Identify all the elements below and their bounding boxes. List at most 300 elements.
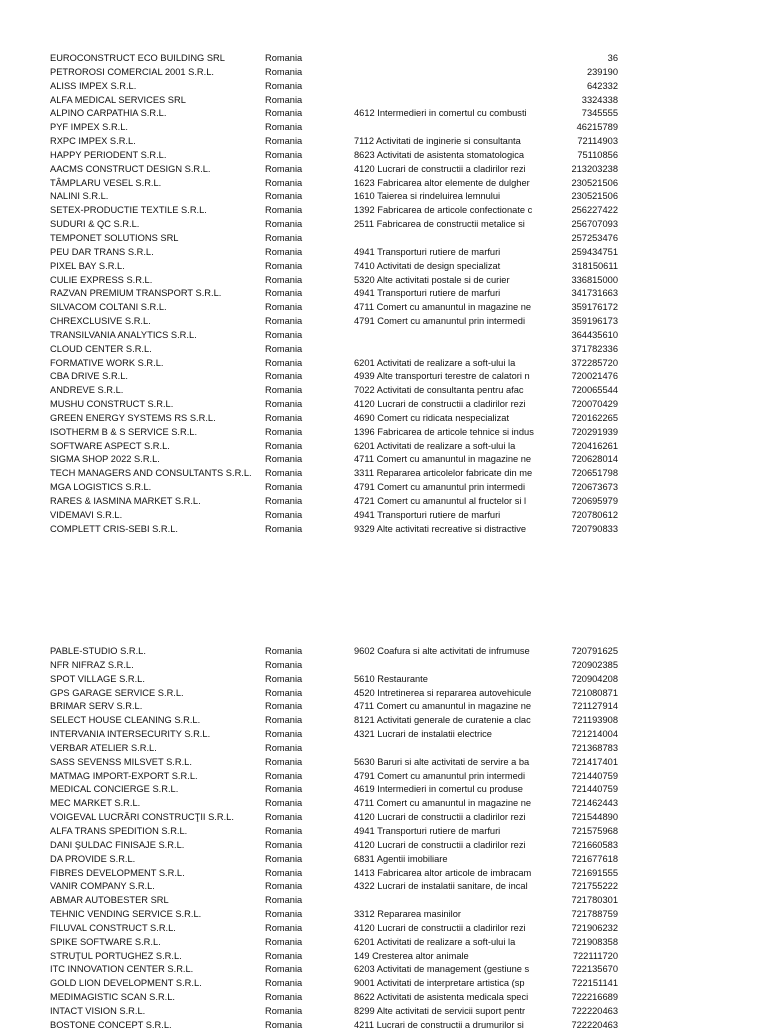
cui-cell: 720651798: [571, 468, 618, 479]
country-cell: Romania: [265, 922, 303, 933]
activity-cell: 4321 Lucrari de instalatii electrice: [354, 729, 492, 740]
company-name-cell: PYF IMPEX S.R.L.: [50, 122, 129, 133]
country-cell: Romania: [265, 936, 303, 947]
company-name-cell: DA PROVIDE S.R.L.: [50, 853, 136, 864]
activity-cell: 4939 Alte transporturi terestre de calatori n: [354, 371, 530, 382]
table-row: [0, 398, 768, 412]
company-name-cell: SELECT HOUSE CLEANING S.R.L.: [50, 715, 201, 726]
company-name-cell: FIBRES DEVELOPMENT S.R.L.: [50, 867, 185, 878]
company-name-cell: INTACT VISION S.R.L.: [50, 1005, 146, 1016]
cui-cell: 721788759: [571, 909, 618, 920]
table-row: [0, 315, 768, 329]
table-row: [0, 329, 768, 343]
company-name-cell: VIDEMAVI S.R.L.: [50, 509, 123, 520]
company-name-cell: COMPLETT CRIS-SEBI S.R.L.: [50, 523, 178, 534]
activity-cell: 4791 Comert cu amanuntul prin intermedi: [354, 316, 526, 327]
activity-cell: 3312 Repararea masinilor: [354, 909, 461, 920]
company-name-cell: CBA DRIVE S.R.L.: [50, 371, 129, 382]
company-name-cell: SIGMA SHOP 2022 S.R.L.: [50, 454, 160, 465]
table-row: [0, 894, 768, 908]
country-cell: Romania: [265, 274, 303, 285]
cui-cell: 720902385: [571, 659, 618, 670]
company-name-cell: CULIE EXPRESS S.R.L.: [50, 274, 153, 285]
country-cell: Romania: [265, 509, 303, 520]
company-name-cell: SPIKE SOFTWARE S.R.L.: [50, 936, 161, 947]
table-row: [0, 977, 768, 991]
cui-cell: 722220463: [571, 1019, 618, 1030]
activity-cell: 4721 Comert cu amanuntul al fructelor si l: [354, 496, 527, 506]
activity-cell: 4120 Lucrari de constructii a cladirilor rezi: [354, 922, 526, 933]
activity-cell: 9329 Alte activitati recreative si distractive: [354, 523, 527, 534]
activity-cell: 6201 Activitati de realizare a soft-ului la: [354, 440, 516, 451]
company-name-cell: ISOTHERM B & S SERVICE S.R.L.: [50, 426, 198, 437]
activity-cell: 4791 Comert cu amanuntul prin intermedi: [354, 482, 526, 493]
company-name-cell: ALFA MEDICAL SERVICES SRL: [50, 94, 186, 105]
activity-cell: 8299 Alte activitati de servicii suport pentr: [354, 1005, 526, 1016]
country-cell: Romania: [265, 468, 303, 479]
cui-cell: 213203238: [571, 163, 618, 174]
table-row: [0, 742, 768, 756]
activity-cell: 7410 Activitati de design specializat: [354, 260, 501, 271]
cui-cell: 721677618: [571, 853, 618, 864]
country-cell: Romania: [265, 770, 303, 781]
table-row: [0, 80, 768, 94]
country-cell: Romania: [265, 812, 303, 823]
table-row: [0, 673, 768, 687]
table-row: [0, 797, 768, 811]
table-row: [0, 177, 768, 191]
company-name-cell: TRANSILVANIA ANALYTICS S.R.L.: [50, 329, 197, 340]
cui-cell: 359176172: [571, 302, 618, 313]
country-cell: Romania: [265, 825, 303, 836]
country-cell: Romania: [265, 80, 303, 91]
company-name-cell: ALISS IMPEX S.R.L.: [50, 80, 137, 91]
activity-cell: 5610 Restaurante: [354, 673, 428, 684]
activity-cell: 6831 Agentii imobiliare: [354, 853, 448, 864]
cui-cell: 720628014: [571, 454, 618, 465]
company-name-cell: GPS GARAGE SERVICE S.R.L.: [50, 687, 184, 698]
activity-cell: 4120 Lucrari de constructii a cladirilor rezi: [354, 163, 526, 174]
table-row: [0, 357, 768, 371]
activity-cell: 4711 Comert cu amanuntul in magazine ne: [354, 798, 532, 809]
table-row: [0, 991, 768, 1005]
country-cell: Romania: [265, 53, 303, 63]
activity-cell: 6201 Activitati de realizare a soft-ului la: [354, 936, 516, 947]
company-name-cell: VERBAR ATELIER S.R.L.: [50, 742, 157, 753]
cui-cell: 721462443: [571, 798, 618, 809]
country-cell: Romania: [265, 482, 303, 493]
company-name-cell: PETROROSI COMERCIAL 2001 S.R.L.: [50, 66, 214, 77]
cui-cell: 720070429: [571, 399, 618, 410]
cui-cell: 721440759: [571, 770, 618, 781]
table-row: [0, 700, 768, 714]
cui-cell: 720904208: [571, 673, 618, 684]
country-cell: Romania: [265, 426, 303, 437]
activity-cell: 5630 Baruri si alte activitati de servire a ba: [354, 756, 530, 767]
cui-cell: 341731663: [571, 288, 618, 299]
country-cell: Romania: [265, 715, 303, 726]
activity-cell: 4711 Comert cu amanuntul in magazine ne: [354, 454, 532, 465]
company-name-cell: GOLD LION DEVELOPMENT S.R.L.: [50, 978, 202, 989]
table-row: [0, 922, 768, 936]
activity-cell: 4941 Transporturi rutiere de marfuri: [354, 288, 501, 299]
activity-cell: 4619 Intermedieri in comertul cu produse: [354, 784, 523, 795]
table-row: [0, 950, 768, 964]
company-name-cell: PEU DAR TRANS S.R.L.: [50, 246, 154, 257]
cui-cell: 230521506: [571, 177, 618, 188]
cui-cell: 720780612: [571, 509, 618, 520]
country-cell: Romania: [265, 108, 303, 119]
country-cell: Romania: [265, 371, 303, 382]
cui-cell: 256227422: [571, 205, 618, 216]
country-cell: Romania: [265, 950, 303, 961]
country-cell: Romania: [265, 784, 303, 795]
cui-cell: 720416261: [571, 440, 618, 451]
cui-cell: 722151141: [572, 978, 618, 989]
table-row: [0, 218, 768, 232]
table-row: [0, 163, 768, 177]
cui-cell: 257253476: [571, 232, 618, 243]
country-cell: Romania: [265, 66, 303, 77]
company-name-cell: MUSHU CONSTRUCT S.R.L.: [50, 399, 174, 410]
country-cell: Romania: [265, 909, 303, 920]
table-row: [0, 52, 768, 66]
company-name-cell: MEC MARKET S.R.L.: [50, 798, 141, 809]
table-row: [0, 811, 768, 825]
cui-cell: 642332: [586, 80, 618, 91]
cui-cell: 7345555: [581, 108, 618, 119]
table-row: [0, 204, 768, 218]
cui-cell: 721080871: [571, 687, 618, 698]
cui-cell: 722111720: [572, 950, 618, 961]
company-table-block-2: [0, 645, 768, 1033]
company-name-cell: TEHNIC VENDING SERVICE S.R.L.: [50, 909, 202, 920]
company-name-cell: SOFTWARE ASPECT S.R.L.: [50, 440, 170, 451]
table-row: [0, 936, 768, 950]
activity-cell: 4791 Comert cu amanuntul prin intermedi: [354, 770, 526, 781]
activity-cell: 4711 Comert cu amanuntul in magazine ne: [354, 701, 532, 712]
country-cell: Romania: [265, 895, 303, 906]
country-cell: Romania: [265, 673, 303, 684]
country-cell: Romania: [265, 496, 303, 506]
activity-cell: 8623 Activitati de asistenta stomatologica: [354, 149, 525, 160]
cui-cell: 720790833: [571, 523, 618, 534]
table-row: [0, 190, 768, 204]
cui-cell: 721440759: [571, 784, 618, 795]
company-name-cell: SPOT VILLAGE S.R.L.: [50, 673, 145, 684]
company-name-cell: RARES & IASMINA MARKET S.R.L.: [50, 496, 201, 506]
activity-cell: 1392 Fabricarea de articole confectionate c: [354, 205, 533, 216]
country-cell: Romania: [265, 219, 303, 230]
company-name-cell: NALINI S.R.L.: [50, 191, 109, 202]
activity-cell: 5320 Alte activitati postale si de curier: [354, 274, 510, 285]
activity-cell: 4941 Transporturi rutiere de marfuri: [354, 825, 501, 836]
company-name-cell: MEDICAL CONCIERGE S.R.L.: [50, 784, 179, 795]
table-row: [0, 770, 768, 784]
activity-cell: 6201 Activitati de realizare a soft-ului la: [354, 357, 516, 368]
country-cell: Romania: [265, 992, 303, 1003]
company-name-cell: BOSTONE CONCEPT S.R.L.: [50, 1019, 172, 1030]
company-name-cell: CLOUD CENTER S.R.L.: [50, 343, 152, 354]
activity-cell: 1623 Fabricarea altor elemente de dulgher: [354, 177, 530, 188]
table-row: [0, 232, 768, 246]
table-row: [0, 107, 768, 121]
cui-cell: 721214004: [571, 729, 618, 740]
country-cell: Romania: [265, 163, 303, 174]
activity-cell: 2511 Fabricarea de constructii metalice si: [354, 219, 525, 230]
cui-cell: 721368783: [571, 742, 618, 753]
cui-cell: 75110856: [577, 149, 618, 160]
company-name-cell: VOIGEVAL LUCRĂRI CONSTRUCŢII S.R.L.: [50, 812, 234, 823]
company-name-cell: RXPC IMPEX S.R.L.: [50, 136, 136, 147]
cui-cell: 720673673: [571, 482, 618, 493]
country-cell: Romania: [265, 978, 303, 989]
cui-cell: 721660583: [571, 839, 618, 850]
cui-cell: 721780301: [571, 895, 618, 906]
company-name-cell: DANI ŞULDAC FINISAJE S.R.L.: [50, 839, 185, 850]
table-row: [0, 783, 768, 797]
country-cell: Romania: [265, 881, 303, 892]
cui-cell: 721755222: [571, 881, 618, 892]
country-cell: Romania: [265, 964, 303, 975]
table-row: [0, 728, 768, 742]
company-name-cell: TEMPONET SOLUTIONS SRL: [50, 232, 179, 243]
company-name-cell: SUDURI & QC S.R.L.: [50, 219, 140, 230]
cui-cell: 72114903: [577, 136, 618, 147]
table-row: [0, 509, 768, 523]
activity-cell: 4711 Comert cu amanuntul in magazine ne: [354, 302, 532, 313]
activity-cell: 8121 Activitati generale de curatenie a clac: [354, 715, 531, 726]
company-name-cell: ABMAR AUTOBESTER SRL: [50, 895, 169, 906]
cui-cell: 721127914: [572, 701, 618, 712]
cui-cell: 722216689: [571, 992, 618, 1003]
country-cell: Romania: [265, 853, 303, 864]
cui-cell: 720791625: [571, 646, 618, 656]
activity-cell: 4941 Transporturi rutiere de marfuri: [354, 509, 501, 520]
activity-cell: 4120 Lucrari de constructii a cladirilor rezi: [354, 812, 526, 823]
table-row: [0, 1005, 768, 1019]
company-name-cell: SILVACOM COLTANI S.R.L.: [50, 302, 167, 313]
cui-cell: 359196173: [571, 316, 618, 327]
company-name-cell: FORMATIVE WORK S.R.L.: [50, 357, 164, 368]
cui-cell: 364435610: [571, 329, 618, 340]
company-table-block-1: [0, 52, 768, 537]
activity-cell: 4612 Intermedieri in comertul cu combusti: [354, 108, 527, 119]
cui-cell: 721691555: [571, 867, 618, 878]
company-name-cell: STRUŢUL PORTUGHEZ S.R.L.: [50, 950, 182, 961]
country-cell: Romania: [265, 246, 303, 257]
country-cell: Romania: [265, 756, 303, 767]
company-name-cell: TÂMPLARU VESEL S.R.L.: [50, 177, 162, 188]
table-row: [0, 440, 768, 454]
country-cell: Romania: [265, 302, 303, 313]
activity-cell: 4690 Comert cu ridicata nespecializat: [354, 412, 510, 423]
country-cell: Romania: [265, 867, 303, 878]
company-name-cell: BRIMAR SERV S.R.L.: [50, 701, 143, 712]
cui-cell: 372285720: [571, 357, 618, 368]
cui-cell: 720695979: [571, 496, 618, 506]
table-row: [0, 370, 768, 384]
company-name-cell: MATMAG IMPORT-EXPORT S.R.L.: [50, 770, 198, 781]
table-row: [0, 246, 768, 260]
table-row: [0, 94, 768, 108]
country-cell: Romania: [265, 399, 303, 410]
cui-cell: 721544890: [571, 812, 618, 823]
table-row: [0, 880, 768, 894]
company-name-cell: EUROCONSTRUCT ECO BUILDING SRL: [50, 53, 225, 63]
company-name-cell: RAZVAN PREMIUM TRANSPORT S.R.L.: [50, 288, 222, 299]
company-name-cell: CHREXCLUSIVE S.R.L.: [50, 316, 151, 327]
cui-cell: 3324338: [581, 94, 618, 105]
cui-cell: 721193908: [572, 715, 618, 726]
cui-cell: 720021476: [571, 371, 618, 382]
table-row: [0, 384, 768, 398]
table-row: [0, 481, 768, 495]
country-cell: Romania: [265, 1005, 303, 1016]
country-cell: Romania: [265, 798, 303, 809]
cui-cell: 720065544: [571, 385, 618, 396]
table-row: [0, 495, 768, 509]
activity-cell: 9001 Activitati de interpretare artistica (sp: [354, 978, 525, 989]
country-cell: Romania: [265, 742, 303, 753]
cui-cell: 371782336: [571, 343, 618, 354]
activity-cell: 4120 Lucrari de constructii a cladirilor rezi: [354, 399, 526, 410]
table-row: [0, 756, 768, 770]
company-name-cell: PIXEL BAY S.R.L.: [50, 260, 125, 271]
table-row: [0, 149, 768, 163]
company-name-cell: ITC INNOVATION CENTER S.R.L.: [50, 964, 194, 975]
company-name-cell: FILUVAL CONSTRUCT S.R.L.: [50, 922, 176, 933]
activity-cell: 9602 Coafura si alte activitati de infrumuse: [354, 646, 530, 656]
country-cell: Romania: [265, 412, 303, 423]
country-cell: Romania: [265, 687, 303, 698]
cui-cell: 721417401: [571, 756, 618, 767]
company-name-cell: GREEN ENERGY SYSTEMS RS S.R.L.: [50, 412, 216, 423]
company-name-cell: SETEX-PRODUCTIE TEXTILE S.R.L.: [50, 205, 207, 216]
activity-cell: 4520 Intretinerea si repararea autovehicule: [354, 687, 532, 698]
company-name-cell: PABLE-STUDIO S.R.L.: [50, 646, 146, 656]
country-cell: Romania: [265, 136, 303, 147]
country-cell: Romania: [265, 122, 303, 133]
activity-cell: 1610 Taierea si rindeluirea lemnului: [354, 191, 501, 202]
table-row: [0, 645, 768, 659]
cui-cell: 36: [607, 53, 618, 63]
table-row: [0, 659, 768, 673]
country-cell: Romania: [265, 149, 303, 160]
company-name-cell: INTERVANIA INTERSECURITY S.R.L.: [50, 729, 211, 740]
cui-cell: 721906232: [571, 922, 618, 933]
country-cell: Romania: [265, 232, 303, 243]
country-cell: Romania: [265, 1019, 303, 1030]
country-cell: Romania: [265, 94, 303, 105]
table-row: [0, 135, 768, 149]
country-cell: Romania: [265, 191, 303, 202]
activity-cell: 149 Cresterea altor animale: [354, 950, 469, 961]
company-name-cell: SASS SEVENSS MILSVET S.R.L.: [50, 756, 192, 767]
cui-cell: 336815000: [571, 274, 618, 285]
cui-cell: 239190: [586, 66, 618, 77]
activity-cell: 8622 Activitati de asistenta medicala speci: [354, 992, 529, 1003]
table-row: [0, 963, 768, 977]
company-name-cell: MGA LOGISTICS S.R.L.: [50, 482, 152, 493]
country-cell: Romania: [265, 260, 303, 271]
activity-cell: 7022 Activitati de consultanta pentru afac: [354, 385, 524, 396]
activity-cell: 4211 Lucrari de constructii a drumurilor si: [354, 1019, 524, 1030]
table-row: [0, 287, 768, 301]
cui-cell: 721908358: [571, 936, 618, 947]
country-cell: Romania: [265, 177, 303, 188]
table-row: [0, 523, 768, 537]
table-row: [0, 467, 768, 481]
cui-cell: 259434751: [571, 246, 618, 257]
cui-cell: 720162265: [571, 412, 618, 423]
company-name-cell: VANIR COMPANY S.R.L.: [50, 881, 155, 892]
activity-cell: 4120 Lucrari de constructii a cladirilor rezi: [354, 839, 526, 850]
country-cell: Romania: [265, 523, 303, 534]
table-row: [0, 412, 768, 426]
country-cell: Romania: [265, 316, 303, 327]
activity-cell: 4941 Transporturi rutiere de marfuri: [354, 246, 501, 257]
table-row: [0, 121, 768, 135]
cui-cell: 720291939: [571, 426, 618, 437]
table-row: [0, 687, 768, 701]
activity-cell: 1413 Fabricarea altor articole de imbracam: [354, 867, 532, 878]
cui-cell: 230521506: [571, 191, 618, 202]
table-row: [0, 714, 768, 728]
table-row: [0, 853, 768, 867]
country-cell: Romania: [265, 646, 303, 656]
table-row: [0, 1019, 768, 1033]
country-cell: Romania: [265, 329, 303, 340]
country-cell: Romania: [265, 659, 303, 670]
country-cell: Romania: [265, 701, 303, 712]
table-row: [0, 274, 768, 288]
country-cell: Romania: [265, 729, 303, 740]
company-name-cell: HAPPY PERIODENT S.R.L.: [50, 149, 167, 160]
activity-cell: 7112 Activitati de inginerie si consultanta: [354, 136, 521, 147]
table-row: [0, 426, 768, 440]
country-cell: Romania: [265, 205, 303, 216]
company-name-cell: ALFA TRANS SPEDITION S.R.L.: [50, 825, 188, 836]
country-cell: Romania: [265, 385, 303, 396]
country-cell: Romania: [265, 440, 303, 451]
activity-cell: 1396 Fabricarea de articole tehnice si indus: [354, 426, 534, 437]
company-name-cell: NFR NIFRAZ S.R.L.: [50, 659, 134, 670]
cui-cell: 722220463: [571, 1005, 618, 1016]
table-row: [0, 260, 768, 274]
table-row: [0, 453, 768, 467]
table-row: [0, 908, 768, 922]
company-name-cell: MEDIMAGISTIC SCAN S.R.L.: [50, 992, 176, 1003]
country-cell: Romania: [265, 839, 303, 850]
cui-cell: 256707093: [571, 219, 618, 230]
company-name-cell: ALPINO CARPATHIA S.R.L.: [50, 108, 167, 119]
table-row: [0, 839, 768, 853]
country-cell: Romania: [265, 343, 303, 354]
cui-cell: 46215789: [576, 122, 618, 133]
cui-cell: 318150611: [572, 260, 618, 271]
cui-cell: 722135670: [571, 964, 618, 975]
country-cell: Romania: [265, 288, 303, 299]
activity-cell: 6203 Activitati de management (gestiune s: [354, 964, 530, 975]
activity-cell: 4322 Lucrari de instalatii sanitare, de incal: [354, 881, 528, 892]
cui-cell: 721575968: [571, 825, 618, 836]
table-row: [0, 343, 768, 357]
table-row: [0, 66, 768, 80]
table-row: [0, 825, 768, 839]
company-name-cell: ANDREVE S.R.L.: [50, 385, 124, 396]
table-row: [0, 867, 768, 881]
